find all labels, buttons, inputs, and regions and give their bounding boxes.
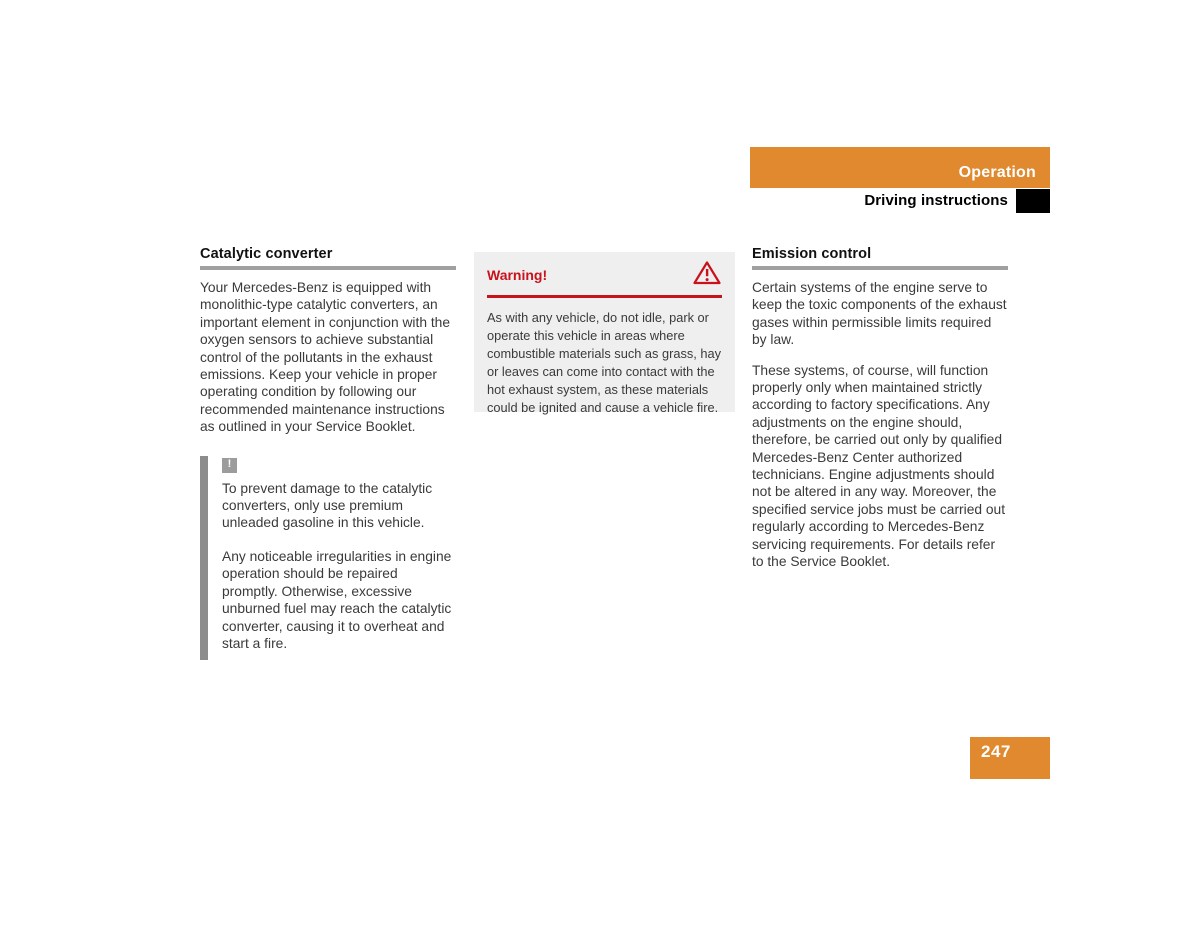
warning-triangle-icon [692,260,722,291]
section-marker [1016,189,1050,213]
note-content [208,456,456,661]
warning-title: Warning! [487,267,548,283]
paragraph: Certain systems of the engine serve to keep the toxic components of the exhaust gases within permissible limits required by law. [752,280,1007,348]
warning-rule [487,295,722,298]
chapter-banner [750,147,1050,188]
warning-box [474,252,735,415]
section-heading: Emission control [752,246,872,262]
paragraph: These systems, of course, will function properly only when maintained strictly according to factory specifications. Any adjustments on the engine should, therefore, be carried out only by qualified Mercedes-Benz Center authorized technicians. Engine adjustments should not be altered in any way. Moreover, the specified service jobs must be carried out regularly according to Mercedes-Benz servicing requirements. For details refer to the Service Booklet. [752,362,1006,570]
page-number: 247 [981,742,1011,761]
page-number-badge [970,737,1050,779]
paragraph: Your Mercedes-Benz is equipped with monolithic-type catalytic converters, an important element in conjunction with the oxygen sensors to achieve substantial control of the pollutants in the exhaust emissions. Keep your vehicle in proper operating condition by following our recommended maintenance instructions as outlined in your Service Booklet. [200,280,451,435]
note-bar [200,456,208,661]
heading-rule [200,266,456,270]
column-emission-control [752,246,1008,571]
warning-text: As with any vehicle, do not idle, park or operate this vehicle in areas where combustible materials such as grass, hay or leaves can come into contact with the hot exhaust system, as these materials could be ignited and cause a vehicle fire. [487,310,721,415]
note-paragraph: To prevent damage to the catalytic converters, only use premium unleaded gasoline in this vehicle. [222,480,433,531]
note-paragraph: Any noticeable irregularities in engine operation should be repaired promptly. Otherwise, excessive unburned fuel may reach the catalytic converter, causing it to overheat and start a fire. [222,548,452,651]
warning-header [487,262,722,288]
section-heading: Catalytic converter [200,246,333,262]
note-box [200,456,456,661]
section-title: Driving instructions [864,192,1008,209]
column-catalytic-converter [200,246,456,660]
exclamation-icon: ! [222,458,237,473]
section-row [750,188,1050,213]
chapter-title: Operation [958,164,1036,181]
heading-rule [752,266,1008,270]
